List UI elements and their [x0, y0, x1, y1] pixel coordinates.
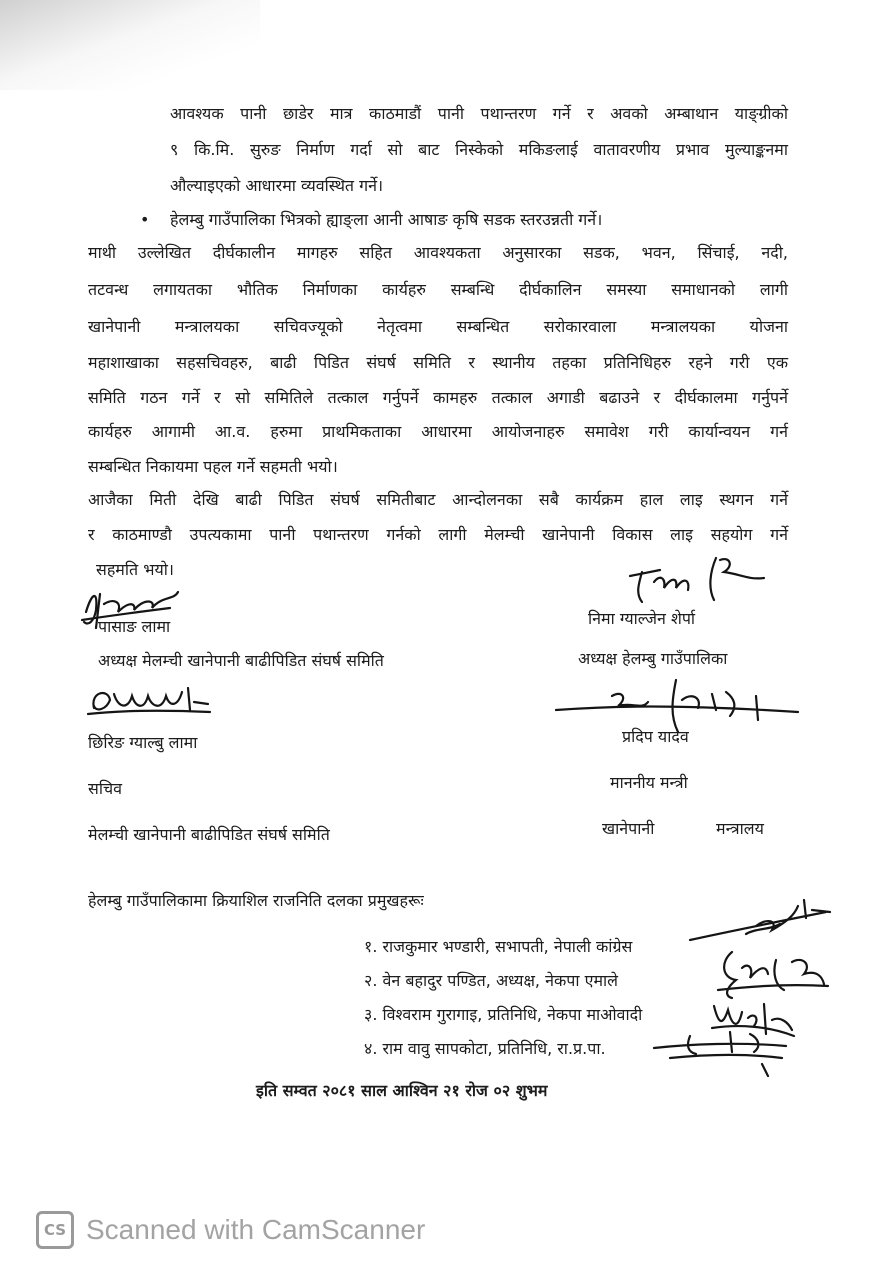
- signatory-chhiring-title: सचिव: [88, 779, 123, 798]
- para1-line-4: महाशाखाका सहसचिवहरु, बाढी पिडित संघर्ष समिति र स्थानीय तहका प्रतिनिधिहरु रहने गरी एक: [88, 353, 788, 372]
- body-line-1: आवश्यक पानी छाडेर मात्र काठमाडौं पानी पथान्तरण गर्ने र अवको अम्बाथान याङ्ग्रीको: [170, 104, 788, 123]
- signatory-pasang-name: पासाङ लामा: [98, 617, 171, 636]
- para1-line-6: कार्यहरु आगामी आ.व. हरुमा प्राथमिकताका आधारमा आयोजनाहरु समावेश गरी कार्यान्वयन गर्न: [88, 422, 788, 441]
- signatory-nima-title: अध्यक्ष हेलम्बु गाउँपालिका: [578, 649, 728, 668]
- signature-party-4: [650, 1028, 790, 1078]
- camscanner-logo: CS: [36, 1211, 74, 1249]
- party-3: ३. विश्वराम गुरागाइ, प्रतिनिधि, नेकपा माओवादी: [364, 1005, 643, 1024]
- bullet-dot: •: [140, 210, 150, 229]
- signature-party-2: [712, 944, 832, 1000]
- signature-chhiring: [84, 682, 214, 722]
- scan-shadow: [0, 0, 260, 90]
- signatory-pasang-title: अध्यक्ष मेलम्ची खानेपानी बाढीपिडित संघर्ष समिति: [98, 651, 384, 670]
- para1-line-5: समिति गठन गर्ने र सो समितिले तत्काल गर्नुपर्ने कामहरु तत्काल अगाडी बढाउने र दीर्घकालमा गर्नुपर्ने: [88, 388, 788, 407]
- para1-line-3: खानेपानी मन्त्रालयका सचिवज्यूको नेतृत्वमा सम्बन्धित सरोकारवाला मन्त्रालयका योजना: [88, 317, 788, 336]
- party-2: २. वेन बहादुर पण्डित, अध्यक्ष, नेकपा एमाले: [364, 971, 618, 990]
- para2-line-1: आजैका मिती देखि बाढी पिडित संघर्ष समितीबाट आन्दोलनका सबै कार्यक्रम हाल लाइ स्थगन गर्ने: [88, 490, 788, 509]
- para1-line-1: माथी उल्लेखित दीर्घकालीन मागहरु सहित आवश्यकता अनुसारका सडक, भवन, सिंचाई, नदी,: [88, 243, 788, 262]
- body-line-3: औल्याइएको आधारमा व्यवस्थित गर्ने।: [170, 176, 384, 195]
- body-line-2: ९ कि.मि. सुरुङ निर्माण गर्दा सो बाट निस्केको मकिङलाई वातावरणीय प्रभाव मुल्याङ्कनमा: [170, 140, 788, 159]
- party-4: ४. राम वावु सापकोटा, प्रतिनिधि, रा.प्र.पा.: [364, 1039, 606, 1058]
- party-1: १. राजकुमार भण्डारी, सभापती, नेपाली कांग्रेस: [364, 937, 633, 956]
- signatory-pradip-org-b: मन्त्रालय: [716, 819, 764, 838]
- para1-line-2: तटवन्ध लगायतका भौतिक निर्माणका कार्यहरु सम्बन्धि दीर्घकालिन समस्या समाधानको लागी: [88, 280, 788, 299]
- para2-line-2: र काठमाण्डौ उपत्यकामा पानी पथान्तरण गर्नको लागी मेलम्ची खानेपानी विकास लाइ सहयोग गर्ने: [88, 525, 788, 544]
- para1-line-7: सम्बन्धित निकायमा पहल गर्ने सहमती भयो।: [88, 457, 338, 476]
- signatory-chhiring-name: छिरिङ ग्याल्बु लामा: [88, 733, 198, 752]
- signatory-pradip-name: प्रदिप यादव: [622, 727, 689, 746]
- bullet-text: हेलम्बु गाउँपालिका भित्रको ह्याङ्ला आनी आषाङ कृषि सडक स्तरउन्नती गर्ने।: [170, 210, 603, 229]
- signatory-chhiring-org: मेलम्ची खानेपानी बाढीपिडित संघर्ष समिति: [88, 825, 330, 844]
- parties-heading: हेलम्बु गाउँपालिकामा क्रियाशिल राजनिति दलका प्रमुखहरूः: [88, 891, 424, 910]
- signature-party-1: [686, 896, 836, 946]
- closing-line: इति सम्वत २०८१ साल आश्विन २१ रोज ०२ शुभम: [256, 1081, 548, 1100]
- signature-nima: [620, 552, 780, 612]
- signatory-nima-name: निमा ग्याल्जेन शेर्पा: [588, 609, 696, 628]
- para2-line-3: सहमति भयो।: [96, 560, 174, 579]
- camscanner-watermark: Scanned with CamScanner: [86, 1214, 426, 1245]
- signatory-pradip-title: माननीय मन्त्री: [610, 773, 688, 792]
- signatory-pradip-org-a: खानेपानी: [602, 819, 655, 838]
